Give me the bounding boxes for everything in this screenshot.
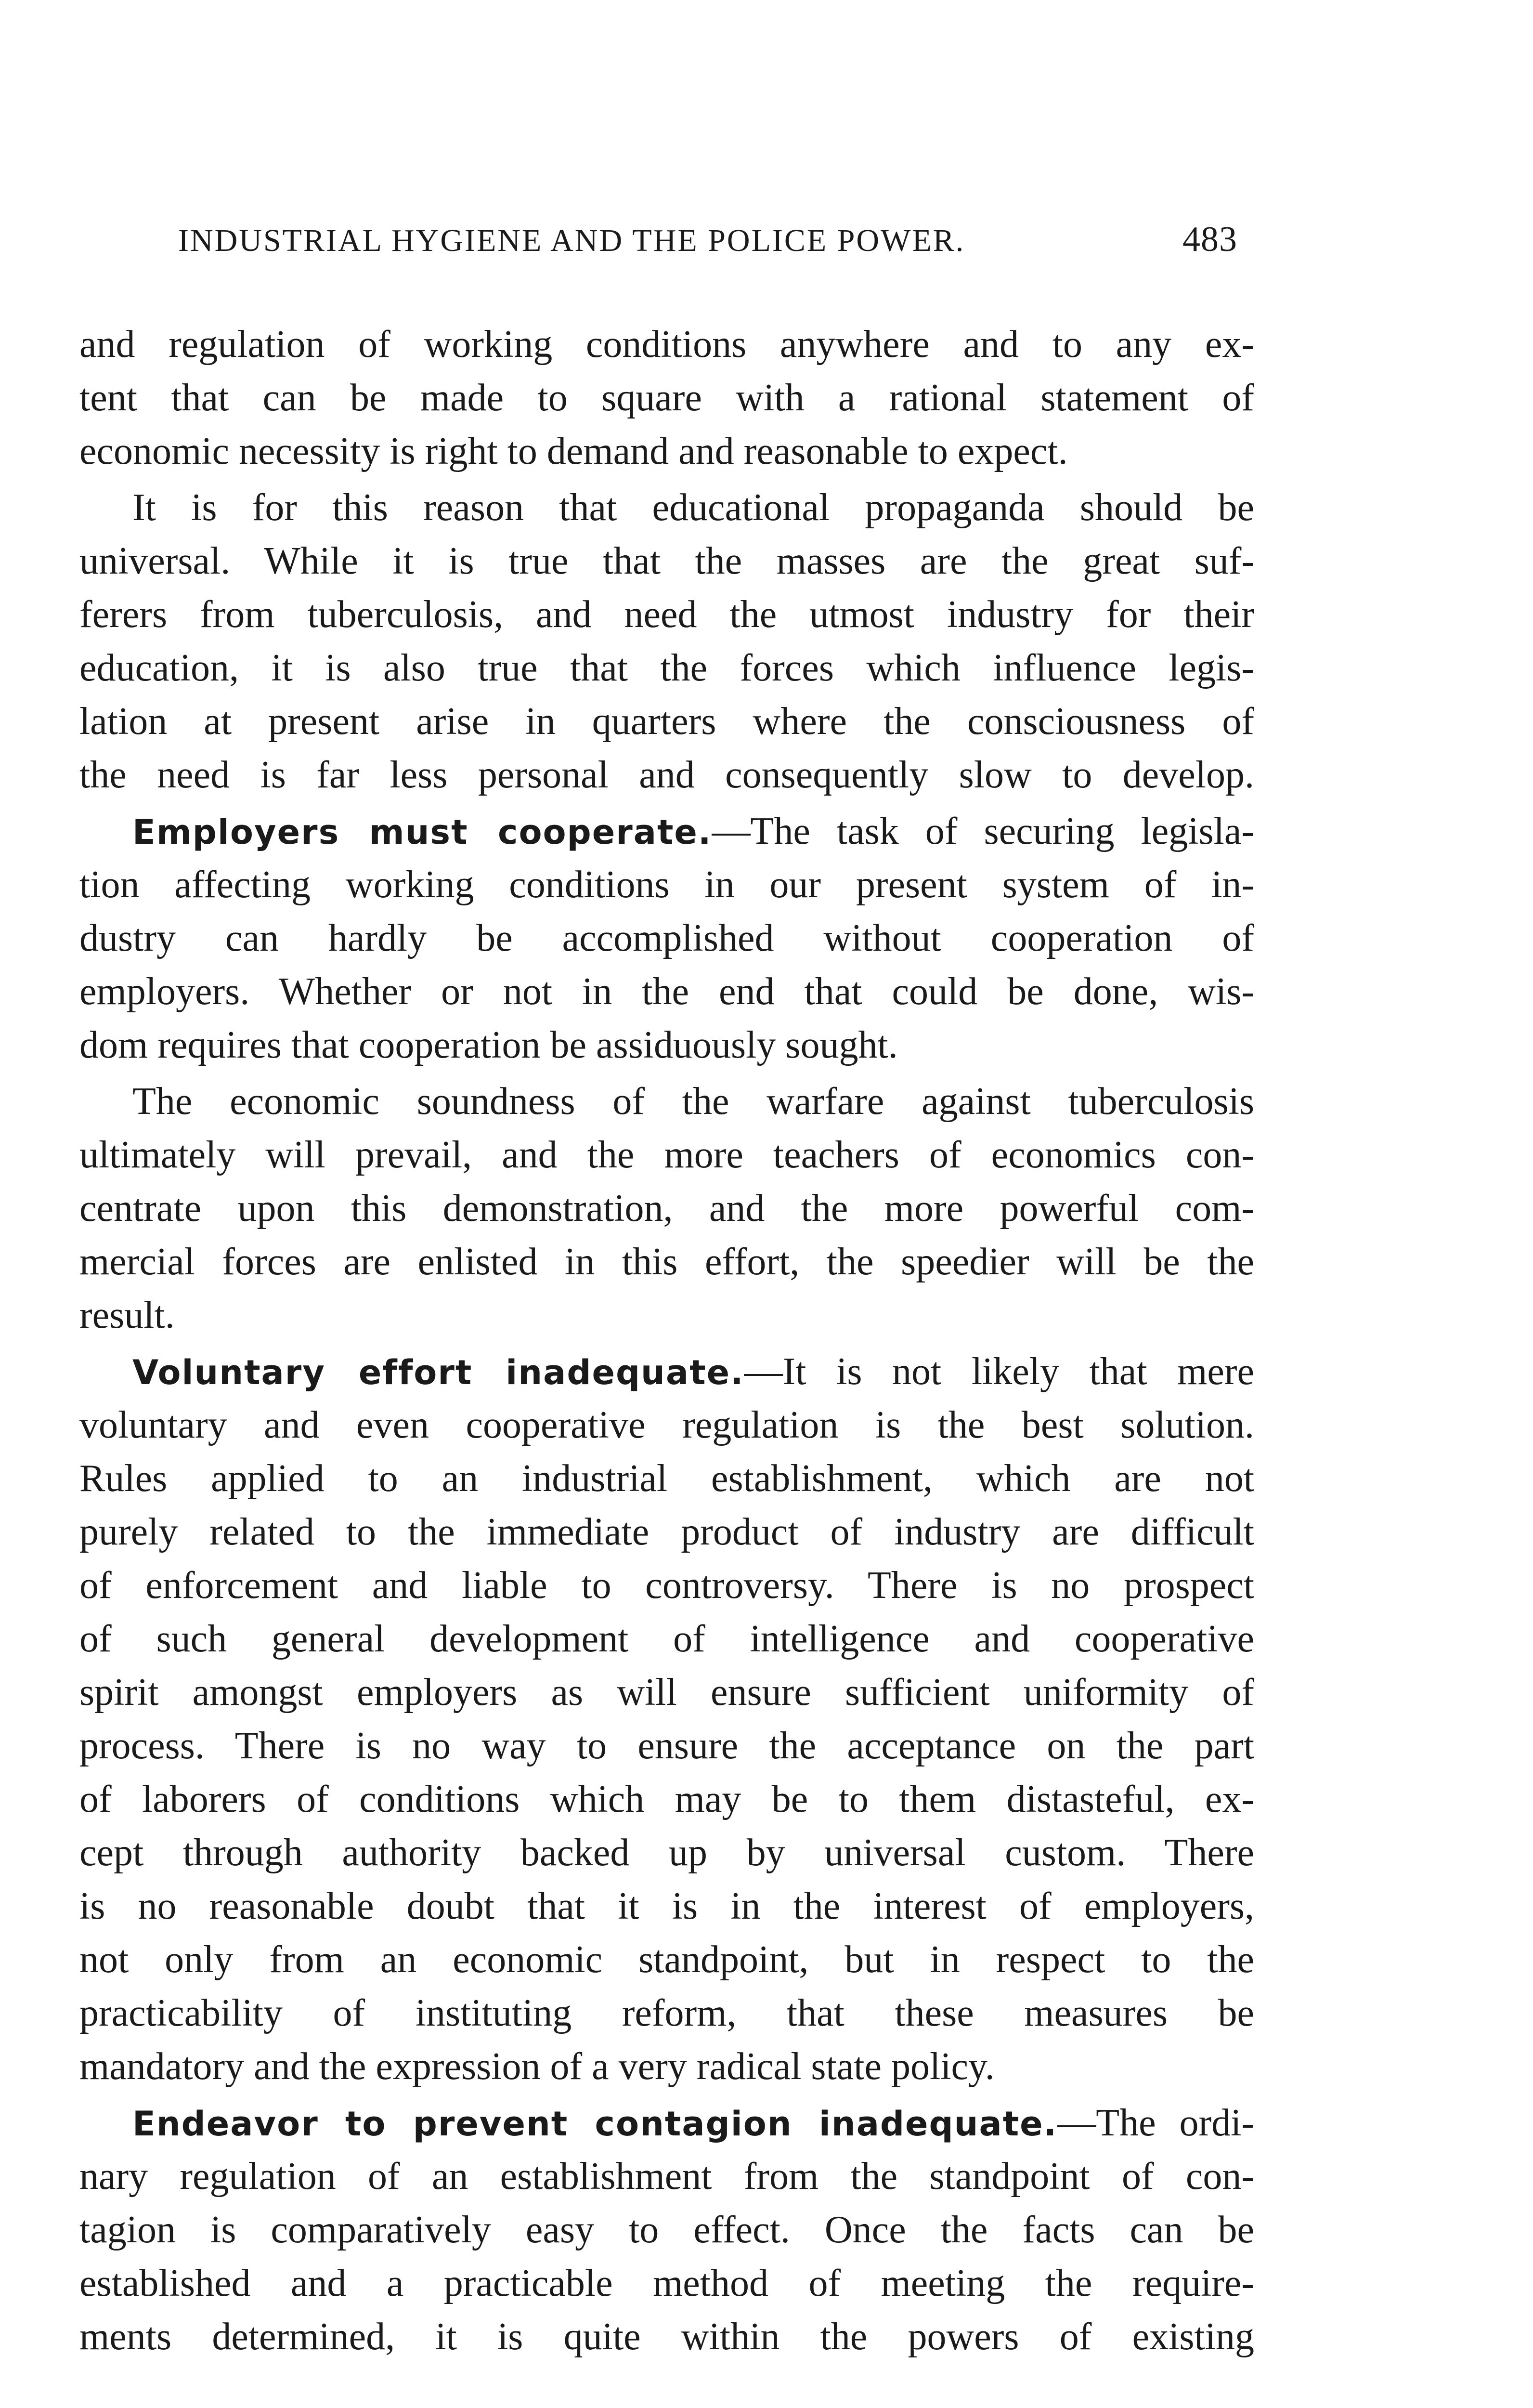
text-line: nary regulation of an establishment from the standpoint of con-: [79, 2155, 1254, 2198]
text-line: tagion is comparatively easy to effect. Once the facts can be: [79, 2209, 1254, 2251]
text-line: centrate upon this demonstration, and the more powerful com-: [79, 1187, 1254, 1230]
text-line: result.: [79, 1294, 175, 1336]
text-line: Rules applied to an industrial establishment, which are not: [79, 1457, 1254, 1500]
section-heading: Voluntary effort inadequate.: [132, 1353, 744, 1392]
text-line: process. There is no way to ensure the acceptance on the part: [79, 1725, 1254, 1767]
section-heading: Endeavor to prevent contagion inadequate.: [132, 2104, 1058, 2144]
running-head: [178, 219, 1237, 277]
paragraph: [79, 318, 1254, 478]
text-line: spirit amongst employers as will ensure sufficient uniformity of: [79, 1671, 1254, 1714]
text-line: of enforcement and liable to controversy. There is no prospect: [79, 1564, 1254, 1607]
paragraph: [79, 2096, 1254, 2364]
text-line: the need is far less personal and consequently slow to develop.: [79, 754, 1254, 796]
text-line: and regulation of working conditions anywhere and to any ex-: [79, 323, 1254, 366]
text-line: tion affecting working conditions in our present system of in-: [79, 864, 1254, 906]
text-line: economic necessity is right to demand and reasonable to expect.: [79, 430, 1068, 472]
text-line: universal. While it is true that the masses are the great suf-: [79, 540, 1254, 582]
body-text: [79, 318, 1254, 2364]
text-line: tent that can be made to square with a rational statement of: [79, 377, 1254, 419]
text-line: mandatory and the expression of a very radical state policy.: [79, 2045, 995, 2088]
text-line: It is for this reason that educational propaganda should be: [132, 486, 1254, 529]
paragraph: [79, 805, 1254, 1072]
text-line: dustry can hardly be accomplished without cooperation of: [79, 917, 1254, 959]
text-line: employers. Whether or not in the end that could be done, wis-: [79, 970, 1254, 1013]
text-line: [79, 805, 1254, 858]
text-line: education, it is also true that the forces which influence legis-: [79, 647, 1254, 689]
text-line: [79, 1345, 1254, 1399]
text-line: mercial forces are enlisted in this effort, the speedier will be the: [79, 1241, 1254, 1283]
text-line: [79, 2096, 1254, 2150]
text-line: lation at present arise in quarters where the consciousness of: [79, 700, 1254, 743]
text-run: —It is not likely that mere: [744, 1350, 1254, 1393]
paragraph: [79, 481, 1254, 802]
text-line: cept through authority backed up by universal custom. There: [79, 1832, 1254, 1874]
section-heading: Employers must cooperate.: [132, 812, 712, 852]
text-line: of such general development of intelligence and cooperative: [79, 1618, 1254, 1660]
text-run: —The ordi-: [1057, 2102, 1255, 2144]
text-line: practicability of instituting reform, that these measures be: [79, 1992, 1254, 2034]
text-line: is no reasonable doubt that it is in the interest of employers,: [79, 1885, 1254, 1927]
text-line: dom requires that cooperation be assiduously sought.: [79, 1024, 898, 1066]
text-line: voluntary and even cooperative regulation is the best solution.: [79, 1404, 1254, 1446]
text-line: of laborers of conditions which may be to them distasteful, ex-: [79, 1778, 1254, 1820]
text-line: The economic soundness of the warfare against tuberculosis: [132, 1080, 1254, 1123]
page-number: 483: [1182, 220, 1237, 259]
text-line: not only from an economic standpoint, but in respect to the: [79, 1938, 1254, 1981]
text-line: ments determined, it is quite within the powers of existing: [79, 2316, 1254, 2358]
text-run: —The task of securing legisla-: [712, 810, 1254, 852]
paragraph: [79, 1345, 1254, 2094]
text-line: purely related to the immediate product of industry are difficult: [79, 1511, 1254, 1553]
text-line: ultimately will prevail, and the more teachers of economics con-: [79, 1134, 1254, 1176]
paragraph: [79, 1075, 1254, 1342]
text-line: established and a practicable method of meeting the require-: [79, 2262, 1254, 2304]
text-line: ferers from tuberculosis, and need the utmost industry for their: [79, 593, 1254, 636]
running-head-title: INDUSTRIAL HYGIENE AND THE POLICE POWER.: [178, 223, 965, 258]
